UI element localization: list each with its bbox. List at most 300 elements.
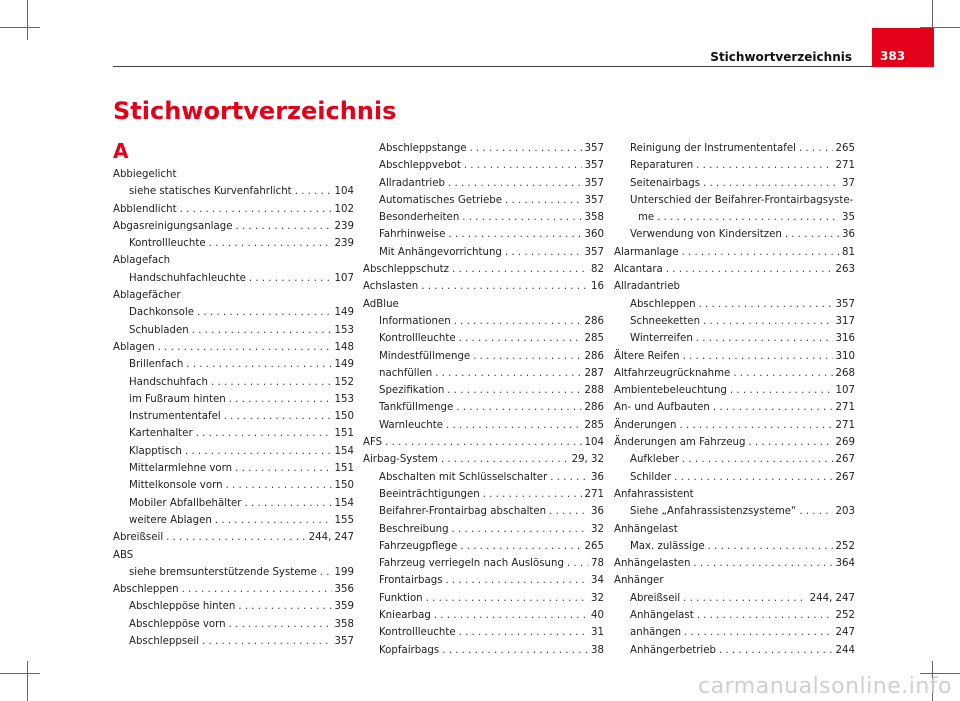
dot-leader: [295, 183, 332, 200]
index-entry-term: Mittelkonsole vorn: [129, 480, 223, 492]
index-entry-page: 285: [584, 333, 604, 345]
index-entry-page: 364: [835, 558, 855, 570]
index-entry-page: 35: [842, 212, 855, 224]
dot-leader: [452, 261, 588, 278]
index-entry-term: Ablagefächer: [113, 290, 181, 302]
index-entry: [363, 140, 604, 157]
index-entry: [614, 642, 855, 659]
index-entry-page: 78: [591, 558, 604, 570]
dot-leader: [470, 140, 582, 157]
index-entry: [363, 572, 604, 589]
index-entry-term: Änderungen am Fahrzeug: [614, 437, 746, 449]
index-entry: [363, 157, 604, 174]
index-entry: [113, 235, 354, 252]
index-entry: [363, 278, 604, 295]
index-entry-page: 288: [584, 385, 604, 397]
index-entry-term: AdBlue: [363, 298, 399, 310]
index-entry: [113, 391, 354, 408]
index-entry: [363, 261, 604, 278]
index-entry-page: 148: [334, 341, 354, 353]
watermark: carmanualsonline.info: [698, 674, 952, 699]
dot-leader: [202, 633, 331, 650]
index-entry-page: 359: [334, 601, 354, 613]
header-rule: [113, 66, 872, 67]
index-entry-term: Kontrollleuchte: [379, 333, 456, 345]
index-entry: [113, 598, 354, 615]
index-entry-term: Informationen: [379, 315, 451, 327]
page-number-tab: [872, 28, 934, 67]
dot-leader: [249, 270, 332, 287]
index-entry-term: Abbiegelicht: [113, 169, 177, 180]
dot-leader: [442, 642, 588, 659]
index-entry: [113, 633, 354, 650]
dot-leader: [166, 529, 305, 546]
index-entry-term: Beifahrer-Frontairbag abschalten: [379, 506, 547, 518]
index-entry-page: 317: [835, 315, 855, 327]
index-entry: [363, 313, 604, 330]
index-entry-page: 31: [591, 627, 604, 639]
dot-leader: [215, 512, 332, 529]
dot-leader: [785, 226, 839, 243]
index-entry-term: Besonderheiten: [379, 212, 460, 224]
index-entry-term: Ambientebeleuchtung: [614, 385, 727, 397]
index-entry: [113, 339, 354, 356]
index-entry-page: 104: [334, 186, 354, 198]
index-entry-term: Abschleppen: [630, 298, 696, 310]
index-entry-page: 82: [591, 264, 604, 276]
index-entry-term: Fahrhinweise: [379, 229, 446, 241]
dot-leader: [446, 417, 582, 434]
dot-leader: [197, 304, 332, 321]
running-header-title: Stichwortverzeichnis: [710, 50, 852, 64]
index-entry-term: Tankfüllmenge: [379, 402, 454, 414]
index-entry: [113, 408, 354, 425]
dot-leader: [459, 624, 588, 641]
dot-leader: [683, 590, 806, 607]
index-entry-page: 267: [835, 454, 855, 466]
index-letter-heading: A: [113, 139, 129, 163]
dot-leader: [681, 244, 839, 261]
index-entry-term: Abreißseil: [113, 532, 164, 544]
index-entry-term: siehe statisches Kurvenfahrlicht: [129, 186, 292, 198]
index-entry-term: Schneeketten: [630, 315, 701, 327]
index-entry-term: Fahrzeugpflege: [379, 540, 458, 552]
index-entry-page: 149: [334, 359, 354, 371]
index-entry: [363, 175, 604, 192]
index-entry: [614, 521, 855, 538]
index-entry: [614, 365, 855, 382]
dot-leader: [435, 365, 581, 382]
index-entry-term: ABS: [113, 549, 134, 561]
index-entry: [614, 261, 855, 278]
index-entry-page: 199: [334, 566, 354, 578]
index-entry: [113, 218, 354, 235]
index-entry: [363, 451, 604, 468]
dot-leader: [684, 624, 832, 641]
index-entry: [614, 296, 855, 313]
dot-leader: [550, 469, 588, 486]
index-entry-page: 244, 247: [308, 532, 354, 544]
index-entry-term: Dachkonsole: [129, 307, 195, 319]
index-entry-page: 29, 32: [571, 454, 604, 466]
index-entry-page: 203: [835, 506, 855, 518]
index-entry-term: Handschuhfachleuchte: [129, 272, 246, 284]
index-entry-term: Mindestfüllmenge: [379, 350, 471, 362]
index-entry-term: Airbag-System: [363, 454, 438, 466]
index-entry: [113, 495, 354, 512]
index-entry-page: 40: [591, 610, 604, 622]
index-entry: [113, 287, 354, 304]
index-entry: [614, 192, 855, 209]
index-entry-page: 358: [334, 618, 354, 630]
dot-leader: [421, 278, 588, 295]
index-entry-page: 154: [334, 445, 354, 457]
index-entry-term: Abschleppen: [113, 584, 179, 596]
index-entry-page: 265: [835, 143, 855, 154]
page-title: Stichwortverzeichnis: [113, 97, 397, 125]
index-entry-term: Spezifikation: [379, 385, 445, 397]
crop-mark: [27, 0, 28, 40]
index-entry-term: me: [638, 212, 655, 224]
index-entry: [363, 348, 604, 365]
index-entry: [614, 434, 855, 451]
dot-leader: [505, 192, 582, 209]
index-entry-term: Alarmanlage: [614, 246, 679, 258]
index-column-2: [363, 140, 604, 659]
dot-leader: [549, 503, 588, 520]
index-entry-term: Allradantrieb: [614, 281, 680, 293]
index-entry-page: 244: [835, 644, 855, 656]
index-entry: [614, 244, 855, 261]
index-entry: [363, 417, 604, 434]
dot-leader: [464, 157, 582, 174]
dot-leader: [229, 616, 332, 633]
index-entry-term: Handschuhfach: [129, 376, 208, 388]
index-entry-page: 358: [584, 212, 604, 224]
index-entry-page: 357: [835, 298, 855, 310]
index-entry-term: AFS: [363, 437, 383, 449]
dot-leader: [229, 391, 332, 408]
dot-leader: [158, 339, 332, 356]
index-entry-page: 244, 247: [809, 592, 855, 604]
dot-leader: [224, 408, 332, 425]
index-entry: [113, 304, 354, 321]
dot-leader: [748, 434, 832, 451]
index-entry-page: 16: [591, 281, 604, 293]
dot-leader: [696, 330, 833, 347]
index-entry: [363, 192, 604, 209]
index-entry-page: 102: [334, 203, 354, 215]
dot-leader: [696, 157, 832, 174]
index-entry-term: Achslasten: [363, 281, 419, 293]
index-entry-term: Abschleppöse vorn: [129, 618, 226, 630]
index-entry-term: Alcantara: [614, 264, 663, 276]
dot-leader: [245, 495, 332, 512]
index-entry-term: Abreißseil: [630, 592, 681, 604]
dot-leader: [452, 521, 588, 538]
index-entry-page: 36: [842, 229, 855, 241]
index-entry-page: 154: [334, 497, 354, 509]
index-entry-term: Abschleppstange: [379, 143, 467, 154]
dot-leader: [679, 417, 832, 434]
index-entry-page: 155: [334, 514, 354, 526]
dot-leader: [196, 425, 332, 442]
index-entry-page: 263: [835, 264, 855, 276]
index-entry: [363, 486, 604, 503]
dot-leader: [447, 382, 581, 399]
index-entry-page: 286: [584, 350, 604, 362]
index-entry-term: Änderungen: [614, 419, 677, 431]
index-entry: [614, 503, 855, 520]
dot-leader: [799, 503, 832, 520]
index-entry-page: 150: [334, 480, 354, 492]
index-entry: [614, 399, 855, 416]
index-entry: [363, 624, 604, 641]
index-entry: [614, 157, 855, 174]
index-entry: [363, 296, 604, 313]
index-entry-term: Kontrollleuchte: [379, 627, 456, 639]
index-entry-page: 269: [835, 437, 855, 449]
dot-leader: [235, 218, 331, 235]
dot-leader: [682, 451, 833, 468]
index-entry-term: Ablagen: [113, 341, 155, 353]
index-entry: [614, 572, 855, 589]
index-entry: [614, 486, 855, 503]
dot-leader: [211, 374, 332, 391]
index-entry-term: Allradantrieb: [379, 177, 445, 189]
index-entry: [363, 330, 604, 347]
index-entry-term: Schilder: [630, 471, 672, 483]
index-entry-term: Abgasreinigungsanlage: [113, 220, 233, 232]
dot-leader: [182, 581, 332, 598]
index-entry-page: 357: [584, 143, 604, 154]
index-entry-term: Beschreibung: [379, 523, 449, 535]
index-entry: [363, 244, 604, 261]
index-entry-term: Aufkleber: [630, 454, 679, 466]
dot-leader: [699, 296, 833, 313]
index-entry: [113, 322, 354, 339]
index-entry: [113, 183, 354, 200]
dot-leader: [799, 140, 833, 157]
index-entry-page: 247: [835, 627, 855, 639]
index-entry-term: Frontairbags: [379, 575, 443, 587]
index-entry-term: Siehe „Anfahrassistenzsysteme“: [630, 506, 797, 518]
index-entry-term: Mobiler Abfallbehälter: [129, 497, 242, 509]
index-entry-page: 151: [334, 428, 354, 440]
dot-leader: [674, 469, 832, 486]
dot-leader: [462, 209, 581, 226]
index-entry-term: Klapptisch: [129, 445, 182, 457]
index-entry: [614, 226, 855, 243]
index-entry-page: 153: [334, 393, 354, 405]
index-entry: [614, 330, 855, 347]
index-entry: [614, 538, 855, 555]
index-entry: [614, 607, 855, 624]
index-entry-page: 267: [835, 471, 855, 483]
index-entry-page: 107: [334, 272, 354, 284]
index-entry: [113, 512, 354, 529]
dot-leader: [448, 226, 581, 243]
index-entry-page: 360: [584, 229, 604, 241]
dot-leader: [483, 486, 582, 503]
index-entry-page: 271: [584, 488, 604, 500]
index-entry: [113, 564, 354, 581]
index-entry-page: 107: [835, 385, 855, 397]
dot-leader: [454, 313, 582, 330]
dot-leader: [666, 261, 833, 278]
dot-leader: [434, 607, 588, 624]
index-entry: [614, 590, 855, 607]
crop-mark: [0, 27, 40, 28]
index-entry: [363, 209, 604, 226]
index-entry-term: Abschleppvebot: [379, 160, 461, 172]
dot-leader: [446, 572, 589, 589]
index-entry: [113, 425, 354, 442]
index-entry-term: Schubladen: [129, 324, 189, 336]
dot-leader: [209, 235, 332, 252]
index-entry-page: 316: [835, 333, 855, 345]
index-entry-term: Max. zulässige: [630, 540, 705, 552]
index-entry-page: 239: [334, 238, 354, 250]
index-entry-page: 265: [584, 540, 604, 552]
index-entry: [363, 555, 604, 572]
index-entry: [614, 469, 855, 486]
dot-leader: [441, 451, 569, 468]
index-entry: [363, 434, 604, 451]
index-entry-term: Warnleuchte: [379, 419, 444, 431]
index-entry-term: Reinigung der Instrumententafel: [630, 143, 796, 154]
index-entry-page: 357: [584, 194, 604, 206]
page-number: 383: [880, 49, 906, 63]
index-entry: [614, 278, 855, 295]
index-entry-page: 152: [334, 376, 354, 388]
dot-leader: [473, 348, 581, 365]
index-entry: [614, 382, 855, 399]
index-entry: [363, 399, 604, 416]
index-entry-term: nachfüllen: [379, 367, 433, 379]
index-entry: [363, 382, 604, 399]
dot-leader: [733, 365, 832, 382]
index-entry-page: 357: [584, 246, 604, 258]
index-entry: [113, 356, 354, 373]
index-entry-term: Anhängelasten: [614, 558, 691, 570]
index-entry-term: Beeinträchtigungen: [379, 488, 480, 500]
index-entry-term: Abschalten mit Schlüsselschalter: [379, 471, 548, 483]
index-entry: [113, 443, 354, 460]
index-entry-page: 252: [835, 540, 855, 552]
dot-leader: [567, 555, 588, 572]
index-entry-term: Abschleppseil: [129, 636, 200, 648]
index-entry: [363, 503, 604, 520]
index-entry: [363, 521, 604, 538]
index-entry-page: 149: [334, 307, 354, 319]
index-entry-term: siehe bremsunterstützende Systeme: [129, 566, 317, 578]
index-entry-term: Kniearbag: [379, 610, 431, 622]
index-column-1: [113, 166, 354, 650]
index-entry-page: 271: [835, 419, 855, 431]
index-entry-page: 36: [591, 506, 604, 518]
index-entry: [614, 209, 855, 226]
index-entry-page: 32: [591, 523, 604, 535]
index-entry: [113, 460, 354, 477]
index-entry-page: 151: [334, 463, 354, 475]
dot-leader: [460, 538, 581, 555]
index-entry-term: Kopfairbags: [379, 644, 440, 656]
dot-leader: [719, 642, 833, 659]
index-entry-page: 37: [842, 177, 855, 189]
index-entry-term: Abschleppöse hinten: [129, 601, 236, 613]
index-entry-term: Verwendung von Kindersitzen: [630, 229, 782, 241]
index-entry-term: Kartenhalter: [129, 428, 193, 440]
index-entry-term: Automatisches Getriebe: [379, 194, 503, 206]
dot-leader: [385, 434, 581, 451]
dot-leader: [693, 555, 832, 572]
dot-leader: [192, 322, 332, 339]
index-entry-term: Altfahrzeugrücknahme: [614, 367, 731, 379]
index-entry: [363, 226, 604, 243]
index-entry-term: Kontrollleuchte: [129, 238, 206, 250]
index-entry-page: 356: [334, 584, 354, 596]
index-entry: [614, 555, 855, 572]
index-entry-term: Mit Anhängevorrichtung: [379, 246, 502, 258]
dot-leader: [459, 330, 582, 347]
dot-leader: [683, 348, 833, 365]
index-entry: [363, 538, 604, 555]
index-entry-term: Brillenfach: [129, 359, 184, 371]
index-entry-term: Ablagefach: [113, 255, 171, 267]
index-entry-term: anhängen: [630, 627, 682, 639]
index-entry-term: im Fußraum hinten: [129, 393, 226, 405]
index-entry-page: 268: [835, 367, 855, 379]
index-entry: [363, 469, 604, 486]
index-entry-page: 153: [334, 324, 354, 336]
crop-mark: [27, 661, 28, 701]
index-entry-term: Ältere Reifen: [614, 350, 680, 362]
index-entry-term: Anhängelast: [614, 523, 678, 535]
index-entry-term: Fahrzeug verriegeln nach Auslösung: [379, 558, 564, 570]
index-entry-page: 239: [334, 220, 354, 232]
dot-leader: [657, 209, 839, 226]
index-entry: [113, 616, 354, 633]
dot-leader: [697, 607, 833, 624]
crop-mark: [0, 673, 40, 674]
index-entry: [363, 590, 604, 607]
index-entry: [363, 365, 604, 382]
index-entry: [614, 313, 855, 330]
index-entry-page: 150: [334, 411, 354, 423]
dot-leader: [708, 538, 833, 555]
dot-leader: [448, 175, 582, 192]
dot-leader: [238, 598, 331, 615]
dot-leader: [456, 399, 581, 416]
dot-leader: [185, 443, 332, 460]
index-entry-term: Seitenairbags: [630, 177, 701, 189]
index-entry: [113, 201, 354, 218]
index-entry: [113, 374, 354, 391]
index-entry-term: Funktion: [379, 592, 423, 604]
dot-leader: [426, 590, 588, 607]
index-entry-page: 104: [584, 437, 604, 449]
index-entry-page: 357: [584, 160, 604, 172]
index-entry-page: 38: [591, 644, 604, 656]
index-entry-term: Anfahrassistent: [614, 488, 694, 500]
index-entry-page: 310: [835, 350, 855, 362]
index-entry-term: An- und Aufbauten: [614, 402, 710, 414]
dot-leader: [320, 564, 332, 581]
index-entry-page: 34: [591, 575, 604, 587]
index-entry-page: 32: [591, 592, 604, 604]
index-entry-page: 357: [584, 177, 604, 189]
